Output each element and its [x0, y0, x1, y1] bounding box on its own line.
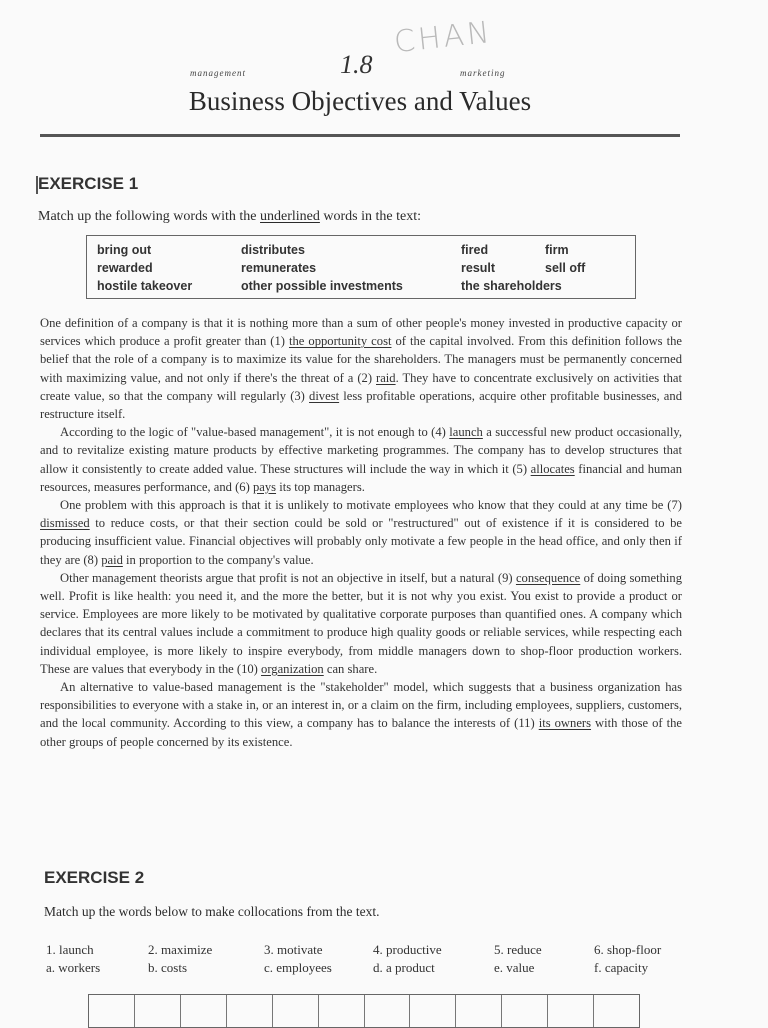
word-box-item: rewarded	[97, 261, 153, 275]
passage-text: with those of the other groups of people concerned by its existence.	[40, 716, 682, 749]
word-box-item: firm	[545, 243, 569, 257]
passage-text: a successful new product occasionally, and to revitalize existing mature products by effective marketing programmes. The company has to develop structures that allow it consistently to create added value. These structures will include the way in which it (5)	[40, 425, 682, 476]
instruction-underlined-word: underlined	[260, 209, 320, 224]
collocation-partner: f. capacity	[594, 960, 649, 975]
passage-text: One problem with this approach is that it is unlikely to motivate employees who know that they could at any time be (7)	[60, 498, 682, 513]
answer-cell[interactable]	[135, 995, 181, 1027]
answer-cell[interactable]	[89, 995, 135, 1027]
handwritten-name: CHAN	[392, 14, 495, 61]
answer-cell[interactable]	[227, 995, 273, 1027]
passage-text: less profitable operations, acquire other profitable businesses, and restructure itself.	[40, 388, 682, 422]
page-title: Business Objectives and Values	[188, 86, 532, 116]
passage-text: . They have to concentrate exclusively on activities that create value, so that the company will regularly (3)	[40, 370, 682, 403]
passage-text: Other management theorists argue that profit is not an objective in itself, but a natural (9)	[60, 570, 516, 585]
collocation-word: 4. productive	[373, 942, 442, 957]
underlined-term: its owners	[538, 716, 592, 731]
answer-cell[interactable]	[456, 995, 502, 1027]
header-subject-left: management	[190, 68, 246, 78]
underlined-term: dismissed	[40, 516, 90, 531]
passage-text: can share.	[323, 661, 378, 676]
word-box-item: bring out	[97, 243, 152, 257]
passage-text: financial and human resources, measures performance, and (6)	[40, 461, 682, 494]
underlined-term: organization	[261, 661, 324, 676]
underlined-term: the opportunity cost	[288, 334, 392, 349]
collocation-partner: b. costs	[148, 960, 187, 975]
collocation-word: 1. launch	[46, 942, 94, 957]
underlined-term: allocates	[530, 461, 575, 476]
exercise-2-heading: EXERCISE 2	[44, 868, 145, 887]
instruction-text: words in the text:	[319, 209, 422, 224]
word-box-item: hostile takeover	[97, 279, 193, 293]
word-box-item: remunerates	[241, 261, 317, 275]
underlined-term: divest	[309, 388, 340, 403]
collocation-word: 2. maximize	[148, 942, 213, 957]
instruction-text: Match up the following words with the	[38, 209, 261, 224]
passage-paragraph	[40, 569, 682, 678]
word-box-item: the shareholders	[461, 279, 562, 293]
answer-cell[interactable]	[548, 995, 594, 1027]
collocation-word: 6. shop-floor	[594, 942, 662, 957]
answer-grid	[88, 994, 640, 1028]
underlined-term: paid	[101, 552, 123, 567]
underlined-term: raid	[376, 370, 396, 385]
passage-paragraph	[40, 678, 682, 751]
passage-text: to reduce costs, or that their section could be sold or "restructured" out of existence if it is considered to be producing insufficient value. Financial objectives will probably only motivate a few people in the head office, and only then if they are (8)	[40, 516, 682, 567]
passage-text: According to the logic of "value-based management", it is not enough to (4)	[60, 425, 450, 440]
answer-cell[interactable]	[365, 995, 411, 1027]
answer-cell[interactable]	[594, 995, 639, 1027]
passage-text: An alternative to value-based management is the "stakeholder" model, which suggests that a business organization has responsibilities to everyone with a stake in, or an interest in, or a claim on the firm, including employees, suppliers, customers, and the local community. According to this view, a company has to balance the interests of (11)	[40, 680, 682, 731]
passage-paragraph	[40, 314, 682, 423]
passage-text: of doing something well. Profit is like health: you need it, and the more the better, but it is not why you exist. You exist to provide a product or service. Employees are more likely to be motivated by qualitative corporate purposes than quantified ones. A company which declares that its central values include a commitment to produce high quality goods or reliable services, while respecting each individual employee, is more likely to inspire everybody, from middle managers down to shop-floor production workers. These are values that everybody in the (10)	[40, 570, 682, 676]
passage-paragraph	[40, 496, 682, 569]
exercise-1-heading: EXERCISE 1	[38, 174, 139, 193]
word-box	[86, 235, 636, 299]
answer-cell[interactable]	[410, 995, 456, 1027]
word-box-item: sell off	[545, 261, 586, 275]
passage-text: One definition of a company is that it is nothing more than a sum of other people's money invested in productive capacity or services which produce a profit greater than (1)	[40, 316, 682, 349]
word-box-item: fired	[461, 243, 489, 257]
word-box-item: result	[461, 261, 496, 275]
underlined-term: consequence	[515, 570, 581, 585]
passage-text: in proportion to the company's value.	[122, 552, 314, 567]
title-divider	[40, 134, 680, 137]
underlined-term: launch	[449, 425, 483, 440]
word-box-item: other possible investments	[241, 279, 403, 293]
word-box-item: distributes	[241, 243, 305, 257]
reading-passage	[40, 314, 682, 751]
collocation-partner: d. a product	[373, 960, 435, 975]
answer-cell[interactable]	[319, 995, 365, 1027]
collocation-word: 3. motivate	[264, 942, 323, 957]
answer-cell[interactable]	[273, 995, 319, 1027]
collocation-partner: a. workers	[46, 960, 101, 975]
header-subject-right: marketing	[460, 68, 506, 78]
exercise-1-instruction	[38, 209, 421, 225]
answer-cell[interactable]	[502, 995, 548, 1027]
underlined-term: pays	[252, 479, 277, 494]
passage-text: of the capital involved. From this definition follows the belief that the role of a company is to maximize its value for the shareholders. The managers must be permanently concerned with maximizing value, and not only if there's the threat of a (2)	[40, 334, 682, 385]
passage-paragraph	[40, 423, 682, 496]
collocation-partner: e. value	[494, 960, 535, 975]
answer-cell[interactable]	[181, 995, 227, 1027]
passage-text: its top managers.	[276, 479, 365, 494]
collocation-word: 5. reduce	[494, 942, 542, 957]
collocation-partner: c. employees	[264, 960, 332, 975]
exercise-2-instruction: Match up the words below to make collocations from the text.	[44, 904, 380, 919]
unit-number: 1.8	[340, 50, 373, 79]
